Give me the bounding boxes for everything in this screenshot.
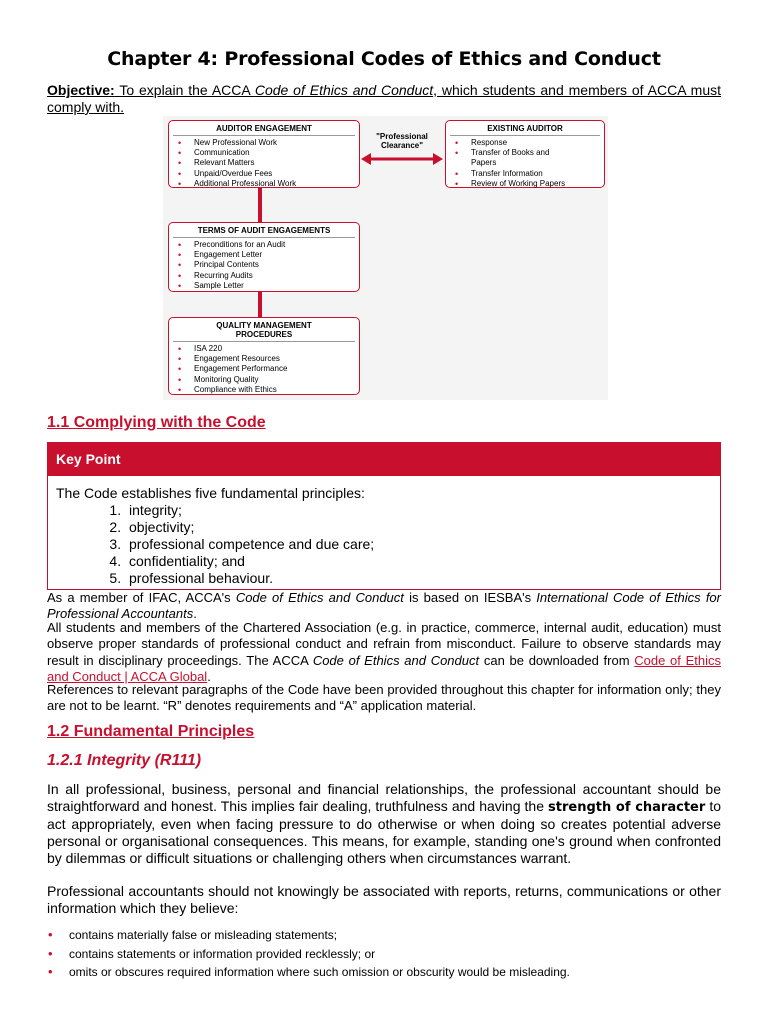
text: to act appropriately, even when facing pressure to do otherwise or when doing so creates potential adverse personal or organisational consequences. This means, for example, standing one's ground when confronted by dilemmas or difficult situations or challenging others when circumstances warrant. (47, 797, 721, 866)
box-title: QUALITY MANAGEMENT PROCEDURES (216, 321, 312, 339)
text-italic: International Code of Ethics for Professional Accountants (47, 590, 721, 622)
box-existing-auditor (445, 120, 605, 188)
text: All students and members of the Chartered Association (e.g. in practice, commerce, internal audit, education) must observe proper standards of professional conduct and refrain from misconduct. Failure to observe standards may result in disciplinary proceedings. The ACCA (47, 620, 721, 668)
list-item: • Communication (178, 148, 359, 158)
list-item: • Monitoring Quality (178, 375, 359, 385)
acca-code-link[interactable]: Code of Ethics and Conduct | ACCA Global (47, 652, 722, 684)
box-title: EXISTING AUDITOR (487, 124, 563, 133)
text: In all professional, business, personal and financial relationships, the professional accountant should be straightforward and honest. This implies fair dealing, truthfulness and having the (47, 781, 721, 814)
list-item: • Compliance with Ethics (178, 385, 359, 395)
connector-line-1 (258, 186, 262, 222)
professional-clearance-label: "Professional Clearance" (376, 132, 428, 150)
box-quality-management (168, 317, 360, 395)
divider (173, 135, 355, 136)
section-heading-1-1: 1.1 Complying with the Code (47, 414, 266, 431)
list-item: • Unpaid/Overdue Fees (178, 169, 359, 179)
audit-engagement-diagram (163, 116, 608, 400)
box-title: TERMS OF AUDIT ENGAGEMENTS (197, 226, 331, 235)
box-auditor-engagement (168, 120, 360, 188)
text: . (193, 606, 197, 622)
section-heading-1-2: 1.2 Fundamental Principles (47, 723, 255, 740)
text-bold: strength of character (548, 799, 706, 815)
list-item: • Review of Working Papers (455, 179, 604, 189)
principle-item: 5. professional behaviour. (125, 570, 720, 587)
page-title: Chapter 4: Professional Codes of Ethics and Conduct (107, 48, 661, 70)
divider (450, 135, 600, 136)
list-item: • ISA 220 (178, 344, 359, 354)
principle-item: 4. confidentiality; and (125, 553, 720, 570)
paragraph-standards (47, 620, 721, 685)
key-point-box (47, 442, 721, 590)
box-terms-of-audit (168, 222, 360, 292)
double-arrow-icon (361, 152, 443, 166)
list-item: • Engagement Performance (178, 364, 359, 374)
objective-italic: Code of Ethics and Conduct (254, 82, 434, 98)
paragraph-integrity (47, 781, 721, 867)
list-item: • Preconditions for an Audit (178, 240, 359, 250)
text-italic: Code of Ethics and Conduct (235, 590, 404, 605)
objective-text-before: To explain the ACCA (114, 82, 255, 98)
list-item: • New Professional Work (178, 138, 359, 148)
text: . (207, 668, 211, 684)
list-item: • Transfer Information (455, 169, 604, 179)
key-point-heading: Key Point (48, 443, 720, 476)
list-item: • Response (455, 138, 604, 148)
list-item: • Principal Contents (178, 260, 359, 270)
list-item: • Relevant Matters (178, 158, 359, 168)
principle-item: 1. integrity; (125, 502, 720, 519)
paragraph-reports: Professional accountants should not knowingly be associated with reports, returns, communications or other information which they believe: (47, 883, 721, 916)
objective-label: Objective: (47, 82, 115, 98)
objective (47, 82, 721, 116)
text: As a member of IFAC, ACCA's (47, 590, 236, 605)
list-item: • contains materially false or misleading statements; (47, 926, 721, 945)
list-item: • contains statements or information provided recklessly; or (47, 945, 721, 964)
list-item: • Sample Letter (178, 281, 359, 291)
list-item: • Engagement Letter (178, 250, 359, 260)
list-item: • Additional Professional Work (178, 179, 359, 189)
text: is based on IESBA's (403, 590, 537, 605)
list-item: • Recurring Audits (178, 271, 359, 281)
connector-line-2 (258, 292, 262, 317)
paragraph-ifac (47, 590, 721, 623)
paragraph-references: References to relevant paragraphs of the Code have been provided throughout this chapter for information only; they are not to be learnt. “R” denotes requirements and “A” application material. (47, 682, 721, 714)
divider (173, 341, 355, 342)
list-item: • Transfer of Books and Papers (455, 148, 571, 168)
box-title: AUDITOR ENGAGEMENT (216, 124, 312, 133)
objective-text-after: , which students and members of ACCA must comply with. (47, 82, 721, 115)
divider (173, 237, 355, 238)
section-heading-1-2-1: 1.2.1 Integrity (R111) (47, 752, 202, 769)
list-item: • omits or obscures required information where such omission or obscurity would be misleading. (47, 963, 721, 982)
principle-item: 3. professional competence and due care; (125, 536, 720, 553)
text-italic: Code of Ethics and Conduct (312, 652, 480, 668)
text: can be downloaded from (479, 652, 635, 668)
principle-item: 2. objectivity; (125, 519, 720, 536)
list-item: • Engagement Resources (178, 354, 359, 364)
key-point-intro: The Code establishes five fundamental principles: (56, 485, 365, 501)
bullet-list (47, 926, 721, 982)
